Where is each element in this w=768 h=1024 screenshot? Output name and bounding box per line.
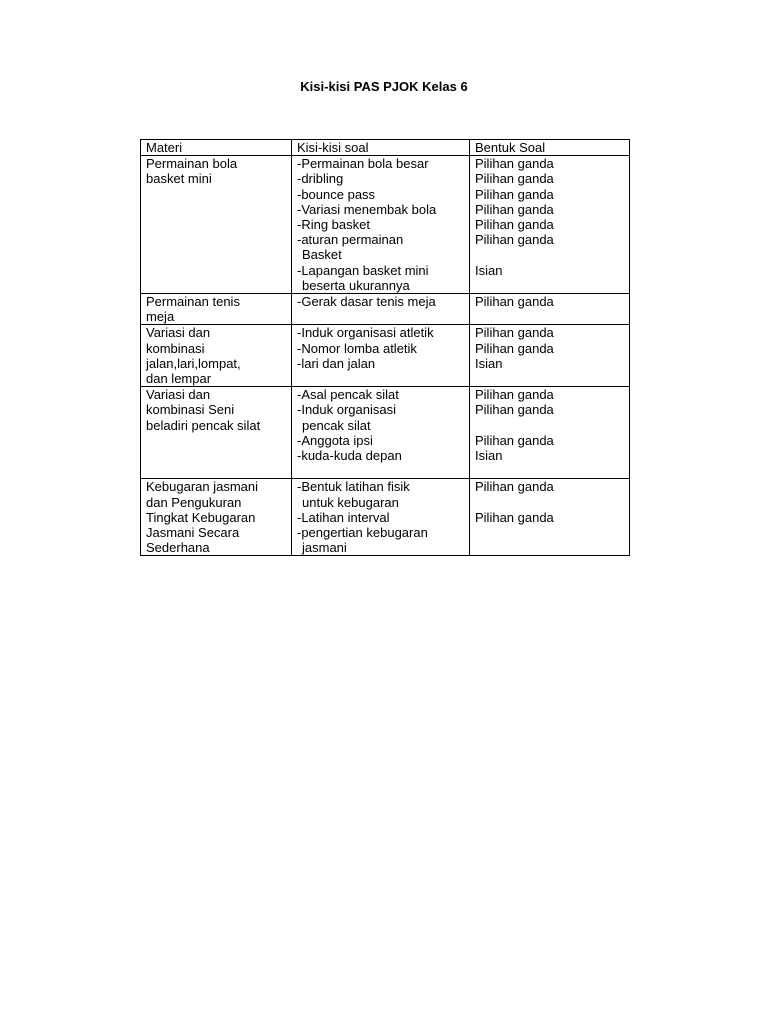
cell-line: -Nomor lomba atletik [297,340,417,356]
table-row [141,479,630,556]
cell-line [475,418,629,433]
cell-line: -Induk organisasi [297,402,396,418]
cell-line: -Lapangan basket mini [297,262,429,278]
cell-line: -Permainan bola besar [297,156,429,172]
bentuk-soal-cell [470,387,630,479]
cell-line: pencak silat [302,417,371,433]
cell-line: Isian [475,448,503,464]
table-body [141,156,630,556]
header-materi: Materi [141,140,292,156]
bentuk-soal-cell [470,294,630,325]
cell-line: -Asal pencak silat [297,387,399,403]
cell-line: Jasmani Secara [146,525,240,541]
cell-line: Pilihan ganda [475,509,554,525]
bentuk-soal-cell [470,479,630,556]
cell-line: -Induk organisasi atletik [297,325,434,341]
kisi-kisi-table [140,139,630,556]
cell-line: Pilihan ganda [475,201,554,217]
cell-line: Variasi dan [146,325,211,341]
cell-line [475,247,629,262]
kisi-kisi-cell [292,325,470,387]
cell-line: Basket [302,247,342,263]
cell-line: Kebugaran jasmani [146,479,259,495]
cell-line: dan Pengukuran [146,494,242,510]
kisi-kisi-cell [292,294,470,325]
cell-line: beladiri pencak silat [146,417,261,433]
kisi-kisi-cell [292,479,470,556]
cell-line: Variasi dan [146,387,211,403]
cell-line: Pilihan ganda [475,340,554,356]
kisi-kisi-cell [292,387,470,479]
cell-line: -Ring basket [297,217,370,233]
cell-line: -dribling [297,171,344,187]
cell-line: beserta ukurannya [302,277,410,293]
cell-line: Sederhana [146,540,210,556]
table-row [141,156,630,294]
materi-cell [141,387,292,479]
materi-cell [141,294,292,325]
table-row [141,325,630,387]
cell-line: Pilihan ganda [475,186,554,202]
cell-line: Pilihan ganda [475,156,554,172]
cell-line [475,278,629,293]
cell-line: Permainan tenis [146,294,240,310]
cell-line: Tingkat Kebugaran [146,509,256,525]
cell-line: -pengertian kebugaran [297,525,428,541]
kisi-kisi-cell [292,156,470,294]
table-header-row [141,140,630,156]
cell-line: -bounce pass [297,186,376,202]
cell-line: -Variasi menembak bola [297,201,437,217]
materi-cell [141,479,292,556]
cell-line: Pilihan ganda [475,217,554,233]
cell-line: basket mini [146,171,212,187]
cell-line: -Latihan interval [297,509,390,525]
cell-line: Permainan bola [146,156,238,172]
cell-line: Pilihan ganda [475,294,554,310]
table-row [141,294,630,325]
cell-line: jasmani [302,540,347,556]
cell-line: jalan,lari,lompat, [146,355,241,371]
bentuk-soal-cell [470,325,630,387]
cell-line: kombinasi Seni [146,402,235,418]
cell-line: Isian [475,355,503,371]
cell-line: -Anggota ipsi [297,432,373,448]
cell-line [297,463,469,478]
materi-cell [141,325,292,387]
cell-line: -aturan permainan [297,232,404,248]
cell-line: Pilihan ganda [475,402,554,418]
cell-line: -kuda-kuda depan [297,448,402,464]
cell-line [475,495,629,510]
cell-line: Pilihan ganda [475,325,554,341]
cell-line: -lari dan jalan [297,355,376,371]
bentuk-soal-cell [470,156,630,294]
cell-line: Pilihan ganda [475,479,554,495]
cell-line: meja [146,309,175,325]
table-row [141,387,630,479]
cell-line: untuk kebugaran [302,494,399,510]
cell-line: Isian [475,262,503,278]
header-kisi-kisi-soal: Kisi-kisi soal [292,140,470,156]
cell-line: kombinasi [146,340,205,356]
cell-line: Pilihan ganda [475,171,554,187]
cell-line: Pilihan ganda [475,432,554,448]
cell-line: -Gerak dasar tenis meja [297,294,436,310]
cell-line: -Bentuk latihan fisik [297,479,410,495]
header-bentuk-soal: Bentuk Soal [470,140,630,156]
cell-line: dan lempar [146,371,212,387]
page-title: Kisi-kisi PAS PJOK Kelas 6 [300,79,468,94]
cell-line: Pilihan ganda [475,387,554,403]
materi-cell [141,156,292,294]
cell-line: Pilihan ganda [475,232,554,248]
